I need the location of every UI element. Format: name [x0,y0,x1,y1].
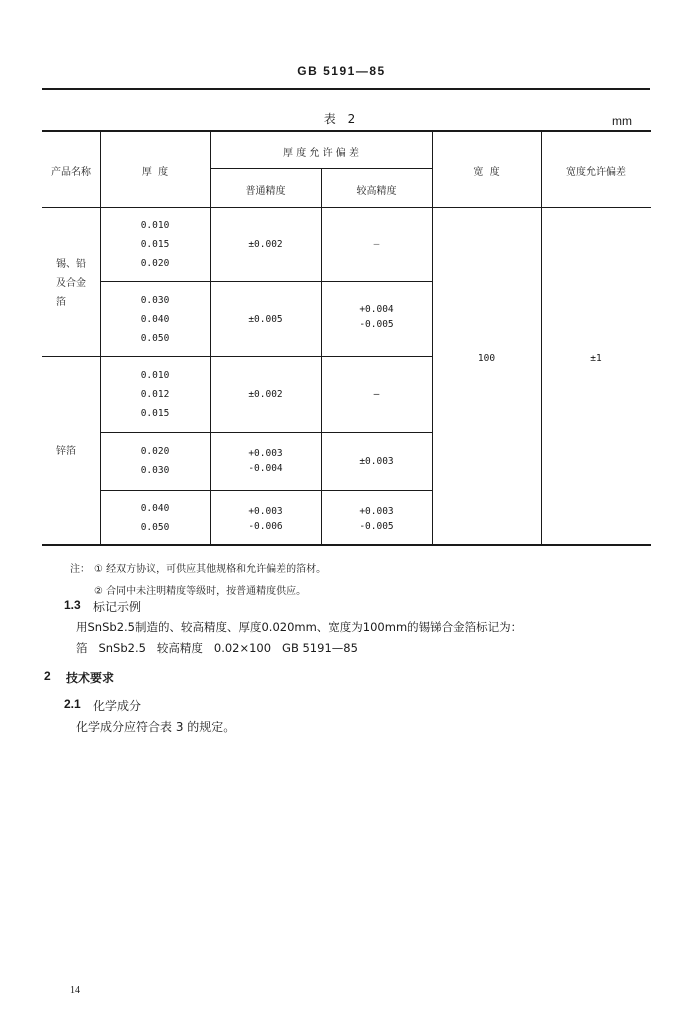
high-tolerance: — [373,389,380,400]
high-tolerance: -0.005 [359,521,394,532]
thickness-value: 0.015 [140,239,170,250]
high-tolerance: -0.005 [359,319,394,330]
normal-tolerance: -0.006 [248,521,283,532]
col-rule-5 [541,130,542,545]
table-bottom-rule [42,544,651,546]
header-bottom-rule [42,207,651,208]
header-product-name: 产品名称 [51,167,91,178]
high-tolerance: ±0.003 [359,456,394,467]
thickness-value: 0.020 [140,258,170,269]
header-width-tolerance: 宽度允许偏差 [566,167,626,178]
section-title: 化学成分 [93,699,142,713]
normal-tolerance: ±0.005 [248,314,283,325]
thickness-value: 0.010 [140,220,170,231]
thickness-value: 0.040 [140,314,170,325]
group3-rule [100,432,432,433]
header-thickness-tolerance: 厚 度 允 许 偏 差 [283,148,359,159]
product-tin-lead-line1: 锡、铅 [56,259,86,270]
table-unit: mm [612,114,632,128]
normal-tolerance: +0.003 [248,448,283,459]
thickness-value: 0.020 [140,446,170,457]
col-rule-3 [321,168,322,545]
tolerance-table [42,130,651,546]
header-normal-precision: 普通精度 [245,186,286,197]
high-tolerance: — [373,239,380,250]
col-rule-4 [432,130,433,545]
header-high-precision: 较高精度 [356,186,397,197]
header-rule [42,88,650,90]
section-body-line: 箔 SnSb2.5 较高精度 0.02×100 GB 5191—85 [76,641,358,655]
width-tolerance-value: ±1 [590,353,602,364]
width-value: 100 [477,353,496,364]
product-tin-lead-line3: 箔 [56,297,66,308]
thickness-value: 0.050 [140,522,170,533]
product-tin-lead-line2: 及合金 [56,278,86,289]
header-width: 宽 度 [473,167,500,178]
section-number: 2.1 [64,697,81,711]
high-tolerance: +0.004 [359,304,394,315]
normal-tolerance: ±0.002 [248,389,283,400]
thickness-value: 0.030 [140,465,170,476]
normal-tolerance: -0.004 [248,463,283,474]
thickness-value: 0.030 [140,295,170,306]
group1-rule [100,281,432,282]
high-tolerance: +0.003 [359,506,394,517]
normal-tolerance: ±0.002 [248,239,283,250]
table-top-rule [42,130,651,132]
header-thickness: 厚 度 [141,167,169,178]
note-item: ② 合同中未注明精度等级时，按普通精度供应。 [94,586,307,597]
section-body-line: 用SnSb2.5制造的、较高精度、厚度0.020mm、宽度为100mm的锡锑合金箔标记为： [76,620,523,634]
standard-code-header: GB 5191—85 [297,64,386,78]
thickness-value: 0.012 [140,389,170,400]
normal-tolerance: +0.003 [248,506,283,517]
section-body-line: 化学成分应符合表 3 的规定。 [76,720,236,734]
thickness-value: 0.010 [140,370,170,381]
table-title: 表 2 [323,112,360,126]
thickness-value: 0.040 [140,503,170,514]
section-number: 1.3 [64,598,81,612]
section-title: 技术要求 [66,671,115,685]
notes-label: 注： [70,564,90,575]
group4-rule [100,490,432,491]
note-item: ① 经双方协议，可供应其他规格和允许偏差的箔材。 [94,564,327,575]
product-zinc: 锌箔 [56,446,76,457]
page-number: 14 [70,985,80,996]
section-title: 标记示例 [93,600,142,614]
section-number: 2 [44,669,51,683]
thickness-value: 0.015 [140,408,170,419]
thickness-value: 0.050 [140,333,170,344]
